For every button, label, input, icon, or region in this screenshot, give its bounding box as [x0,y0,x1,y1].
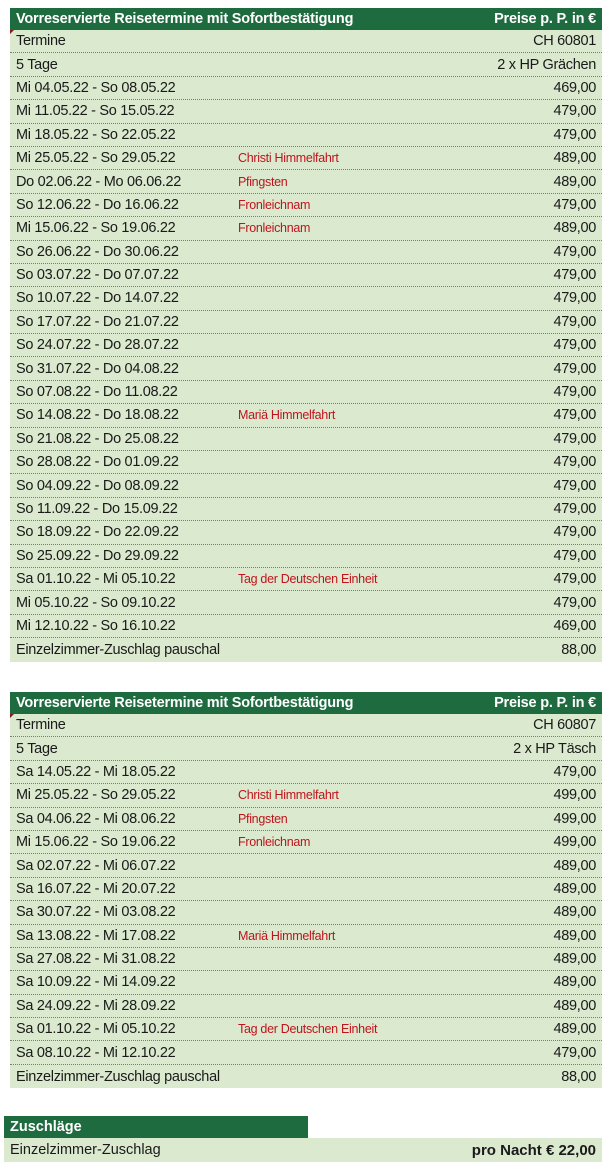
date-row [10,878,602,901]
date-range: So 03.07.22 - Do 07.07.22 [16,267,179,284]
date-range: Sa 08.10.22 - Mi 12.10.22 [16,1044,176,1061]
surcharge-value: pro Nacht € 22,00 [471,1141,596,1159]
holiday-label: Fronleichnam [238,197,311,212]
date-row [10,854,602,877]
date-range: Sa 16.07.22 - Mi 20.07.22 [16,880,176,897]
termine-label: Termine [16,717,66,734]
price-value: 489,00 [553,951,596,968]
date-range: So 21.08.22 - Do 25.08.22 [16,430,179,447]
duration-row [10,53,602,76]
duration-label: 5 Tage [16,56,58,73]
price-value: 479,00 [553,763,596,780]
surcharge-section [4,1116,602,1162]
date-row [10,100,602,123]
date-row [10,334,602,357]
date-row [10,428,602,451]
price-value: 479,00 [553,267,596,284]
termine-row [10,714,602,737]
date-range: So 07.08.22 - Do 11.08.22 [16,384,178,401]
holiday-label: Christi Himmelfahrt [238,151,339,166]
price-value: 489,00 [553,220,596,237]
single-room-label: Einzelzimmer-Zuschlag pauschal [16,1068,220,1085]
date-range: Sa 01.10.22 - Mi 05.10.22 [16,571,176,588]
price-value: 479,00 [553,594,596,611]
price-value: 479,00 [553,407,596,424]
price-value: 479,00 [553,196,596,213]
date-range: Sa 10.09.22 - Mi 14.09.22 [16,974,176,991]
date-row [10,498,602,521]
price-value: 479,00 [553,290,596,307]
price-value: 489,00 [553,857,596,874]
price-table-60807 [10,692,602,1088]
price-value: 479,00 [553,313,596,330]
holiday-label: Pfingsten [238,174,288,189]
duration-label: 5 Tage [16,740,58,757]
date-row [10,357,602,380]
price-value: 469,00 [553,79,596,96]
date-range: So 18.09.22 - Do 22.09.22 [16,524,179,541]
price-value: 479,00 [553,243,596,260]
date-row [10,521,602,544]
price-value: 479,00 [553,547,596,564]
date-range: So 31.07.22 - Do 04.08.22 [16,360,179,377]
table-body [10,714,602,1088]
board-info: 2 x HP Grächen [497,56,596,73]
date-range: So 11.09.22 - Do 15.09.22 [16,501,178,517]
table-title: Vorreservierte Reisetermine mit Sofortbestätigung [16,11,354,27]
tour-code: CH 60807 [533,717,596,734]
date-row [10,591,602,614]
date-range: Mi 15.06.22 - So 19.06.22 [16,834,176,851]
date-range: Sa 24.09.22 - Mi 28.09.22 [16,997,176,1014]
date-range: Mi 05.10.22 - So 09.10.22 [16,594,176,611]
date-row [10,241,602,264]
price-value: 489,00 [553,880,596,897]
price-value: 479,00 [553,103,596,120]
single-room-price: 88,00 [561,1068,596,1085]
date-range: Mi 15.06.22 - So 19.06.22 [16,220,176,237]
date-row [10,615,602,638]
price-header: Preise p. P. in € [494,695,596,711]
price-value: 489,00 [553,1021,596,1038]
date-row [10,831,602,854]
price-header: Preise p. P. in € [494,11,596,27]
date-range: Sa 13.08.22 - Mi 17.08.22 [16,927,176,944]
date-row [10,194,602,217]
price-value: 479,00 [553,126,596,143]
date-range: So 04.09.22 - Do 08.09.22 [16,477,179,494]
price-value: 479,00 [553,360,596,377]
date-row [10,451,602,474]
date-range: Sa 27.08.22 - Mi 31.08.22 [16,951,176,968]
date-range: So 10.07.22 - Do 14.07.22 [16,290,179,307]
date-range: Sa 04.06.22 - Mi 08.06.22 [16,810,176,827]
date-range: Mi 04.05.22 - So 08.05.22 [16,79,176,96]
date-range: Do 02.06.22 - Mo 06.06.22 [16,173,182,190]
date-range: Sa 30.07.22 - Mi 03.08.22 [16,904,176,921]
date-row [10,995,602,1018]
price-value: 479,00 [553,477,596,494]
table-header [10,692,602,714]
holiday-label: Fronleichnam [238,221,311,236]
date-row [10,948,602,971]
price-value: 479,00 [553,1044,596,1061]
termine-label: Termine [16,33,66,50]
single-room-row [10,638,602,661]
date-range: So 28.08.22 - Do 01.09.22 [16,454,179,471]
price-value: 469,00 [553,617,596,634]
date-range: Sa 01.10.22 - Mi 05.10.22 [16,1021,176,1038]
date-range: So 12.06.22 - Do 16.06.22 [16,196,179,213]
surcharge-row [4,1138,602,1162]
holiday-label: Tag der Deutschen Einheit [238,1022,378,1037]
date-row [10,381,602,404]
date-row [10,77,602,100]
date-row [10,170,602,193]
single-room-price: 88,00 [561,641,596,658]
date-row [10,287,602,310]
date-row [10,925,602,948]
price-value: 489,00 [553,997,596,1014]
price-table-60801 [10,8,602,662]
date-range: Mi 12.10.22 - So 16.10.22 [16,617,176,634]
date-row [10,124,602,147]
price-value: 479,00 [553,571,596,588]
date-row [10,474,602,497]
price-value: 489,00 [553,927,596,944]
holiday-label: Mariä Himmelfahrt [238,928,335,943]
price-value: 479,00 [553,501,596,517]
date-row [10,784,602,807]
price-value: 489,00 [553,904,596,921]
date-row [10,217,602,240]
date-range: Sa 02.07.22 - Mi 06.07.22 [16,857,176,874]
tour-code: CH 60801 [533,33,596,50]
board-info: 2 x HP Täsch [513,740,596,757]
date-row [10,901,602,924]
date-range: So 25.09.22 - Do 29.09.22 [16,547,179,564]
date-row [10,568,602,591]
price-value: 499,00 [553,787,596,804]
surcharge-label: Einzelzimmer-Zuschlag [10,1142,161,1158]
single-room-row [10,1065,602,1088]
holiday-label: Mariä Himmelfahrt [238,408,335,423]
date-range: Mi 25.05.22 - So 29.05.22 [16,150,176,167]
date-row [10,971,602,994]
price-value: 489,00 [553,150,596,167]
price-value: 499,00 [553,834,596,851]
table-body [10,30,602,662]
holiday-label: Pfingsten [238,811,288,826]
date-range: Mi 18.05.22 - So 22.05.22 [16,126,176,143]
date-range: So 17.07.22 - Do 21.07.22 [16,313,179,330]
date-range: Mi 11.05.22 - So 15.05.22 [16,103,175,120]
date-row [10,147,602,170]
surcharge-title: Zuschläge [4,1116,308,1138]
single-room-label: Einzelzimmer-Zuschlag pauschal [16,641,220,658]
holiday-label: Fronleichnam [238,835,311,850]
price-value: 499,00 [553,810,596,827]
table-header [10,8,602,30]
date-range: So 24.07.22 - Do 28.07.22 [16,337,179,354]
date-row [10,545,602,568]
date-row [10,264,602,287]
date-row [10,808,602,831]
date-row [10,761,602,784]
price-value: 489,00 [553,974,596,991]
price-value: 479,00 [553,454,596,471]
price-value: 489,00 [553,173,596,190]
price-value: 479,00 [553,430,596,447]
holiday-label: Tag der Deutschen Einheit [238,572,378,587]
date-row [10,404,602,427]
date-row [10,1018,602,1041]
price-value: 479,00 [553,384,596,401]
table-title: Vorreservierte Reisetermine mit Sofortbestätigung [16,695,354,711]
date-range: Mi 25.05.22 - So 29.05.22 [16,787,176,804]
duration-row [10,737,602,760]
price-value: 479,00 [553,337,596,354]
price-value: 479,00 [553,524,596,541]
date-row [10,1041,602,1064]
date-range: So 26.06.22 - Do 30.06.22 [16,243,179,260]
holiday-label: Christi Himmelfahrt [238,788,339,803]
date-range: So 14.08.22 - Do 18.08.22 [16,407,179,424]
date-range: Sa 14.05.22 - Mi 18.05.22 [16,763,176,780]
date-row [10,311,602,334]
termine-row [10,30,602,53]
